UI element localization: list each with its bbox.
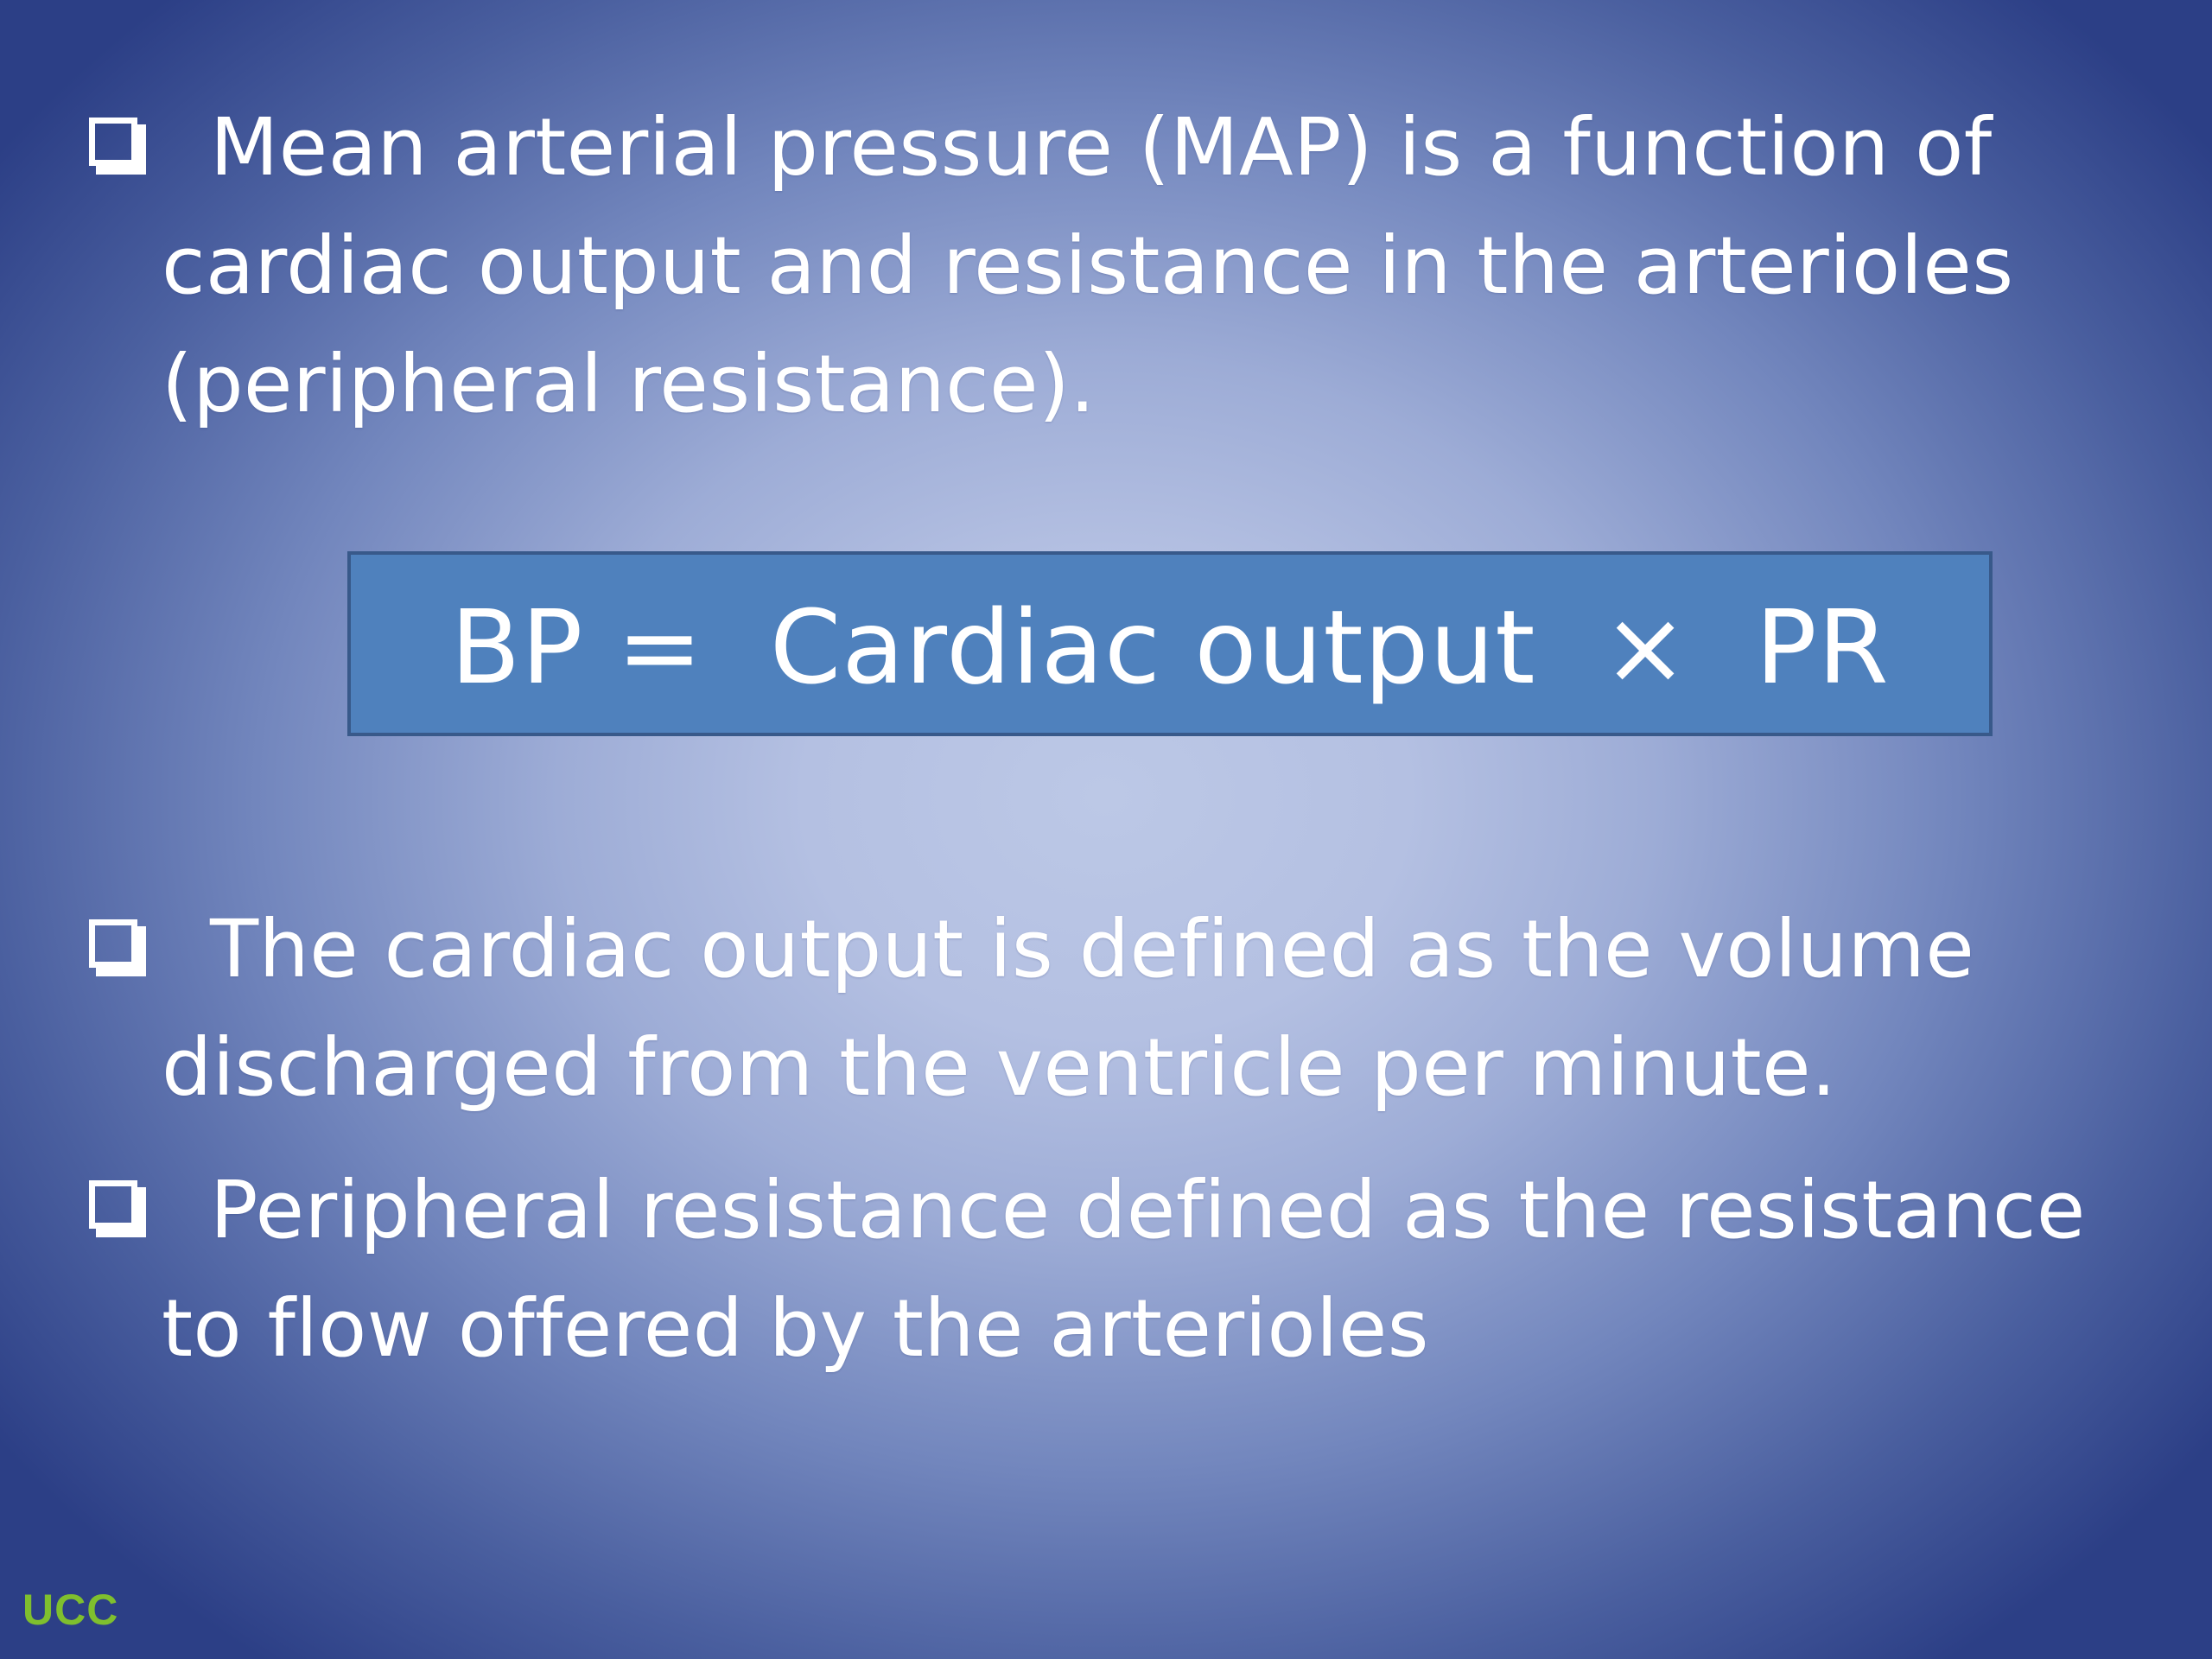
checkbox-icon — [89, 118, 141, 169]
formula-box — [347, 551, 1993, 736]
bullet-cardiac-output-definition — [82, 890, 2095, 1127]
bullet-text-line: cardiac output and resistance in the arterioles — [162, 219, 2014, 312]
bullet-text-line: Peripheral resistance defined as the resistance — [210, 1164, 2086, 1256]
bullet-text-line: discharged from the ventricle per minute. — [162, 1021, 1837, 1114]
checkbox-icon — [89, 1180, 141, 1232]
bullet-text-line: to flow offered by the arterioles — [162, 1282, 1429, 1375]
bullet-map-definition — [82, 88, 2095, 443]
ucc-logo: UCC — [22, 1586, 119, 1634]
checkbox-icon — [89, 919, 141, 971]
bullet-text-line: Mean arterial pressure (MAP) is a function of — [210, 101, 1993, 194]
bullet-text-line: The cardiac output is defined as the volume — [210, 903, 1975, 995]
bullet-peripheral-resistance-definition — [82, 1151, 2095, 1388]
formula-text: BP = Cardiac output × PR — [450, 588, 1890, 707]
bullet-text-line: (peripheral resistance). — [162, 338, 1096, 430]
